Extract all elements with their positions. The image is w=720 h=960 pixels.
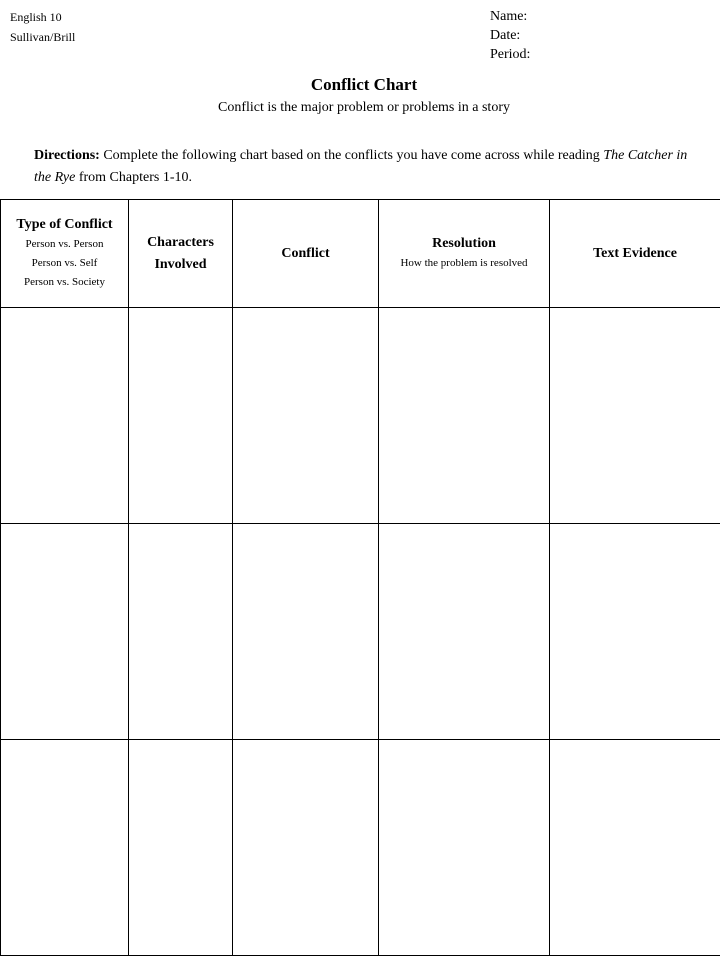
table-cell[interactable]: [233, 308, 379, 524]
conflict-type-option: Person vs. Self: [31, 257, 98, 269]
table-cell[interactable]: [233, 524, 379, 740]
column-title: Text Evidence: [593, 245, 677, 261]
table-cell[interactable]: [550, 308, 720, 524]
table-cell[interactable]: [379, 524, 550, 740]
name-label: Name:: [490, 9, 528, 24]
table-cell[interactable]: [1, 524, 129, 740]
table-cell[interactable]: [1, 740, 129, 956]
period-label: Period:: [490, 47, 531, 62]
table-cell[interactable]: [379, 308, 550, 524]
page-title: Conflict Chart: [310, 75, 418, 94]
book-title: The Catcher in the Rye: [34, 148, 688, 185]
column-header-conflict: [233, 200, 379, 308]
column-header-characters-involved: [129, 200, 233, 308]
directions-text: Complete the following chart based on the conflicts you have come across while reading: [99, 148, 604, 163]
course-label: English 10: [10, 10, 62, 24]
page-subtitle: Conflict is the major problem or problems in a story: [217, 100, 510, 115]
table-row: [1, 308, 720, 524]
table-cell[interactable]: [129, 308, 233, 524]
column-title-line: Involved: [154, 256, 207, 272]
column-title: Type of Conflict: [16, 217, 113, 232]
column-title: Conflict: [281, 245, 330, 261]
table-cell[interactable]: [129, 524, 233, 740]
directions-text-end: from Chapters 1-10.: [75, 170, 192, 185]
directions-paragraph: [34, 145, 694, 189]
table-cell[interactable]: [129, 740, 233, 956]
column-subtitle: How the problem is resolved: [400, 257, 528, 269]
column-header-type-of-conflict: [1, 200, 129, 308]
table-header-row: [1, 200, 720, 308]
table-row: [1, 740, 720, 956]
date-label: Date:: [490, 28, 521, 43]
column-title-line: Characters: [147, 234, 214, 250]
table-cell[interactable]: [550, 740, 720, 956]
column-header-resolution: [379, 200, 550, 308]
column-header-text-evidence: [550, 200, 720, 308]
table-cell[interactable]: [550, 524, 720, 740]
table-cell[interactable]: [1, 308, 129, 524]
column-title: Resolution: [432, 236, 496, 251]
table-cell[interactable]: [233, 740, 379, 956]
table-row: [1, 524, 720, 740]
teachers-label: Sullivan/Brill: [10, 30, 76, 44]
table-cell[interactable]: [379, 740, 550, 956]
conflict-chart-table: [0, 199, 720, 956]
directions-label: Directions:: [34, 148, 100, 163]
conflict-type-option: Person vs. Person: [25, 238, 104, 250]
conflict-type-option: Person vs. Society: [24, 276, 105, 288]
